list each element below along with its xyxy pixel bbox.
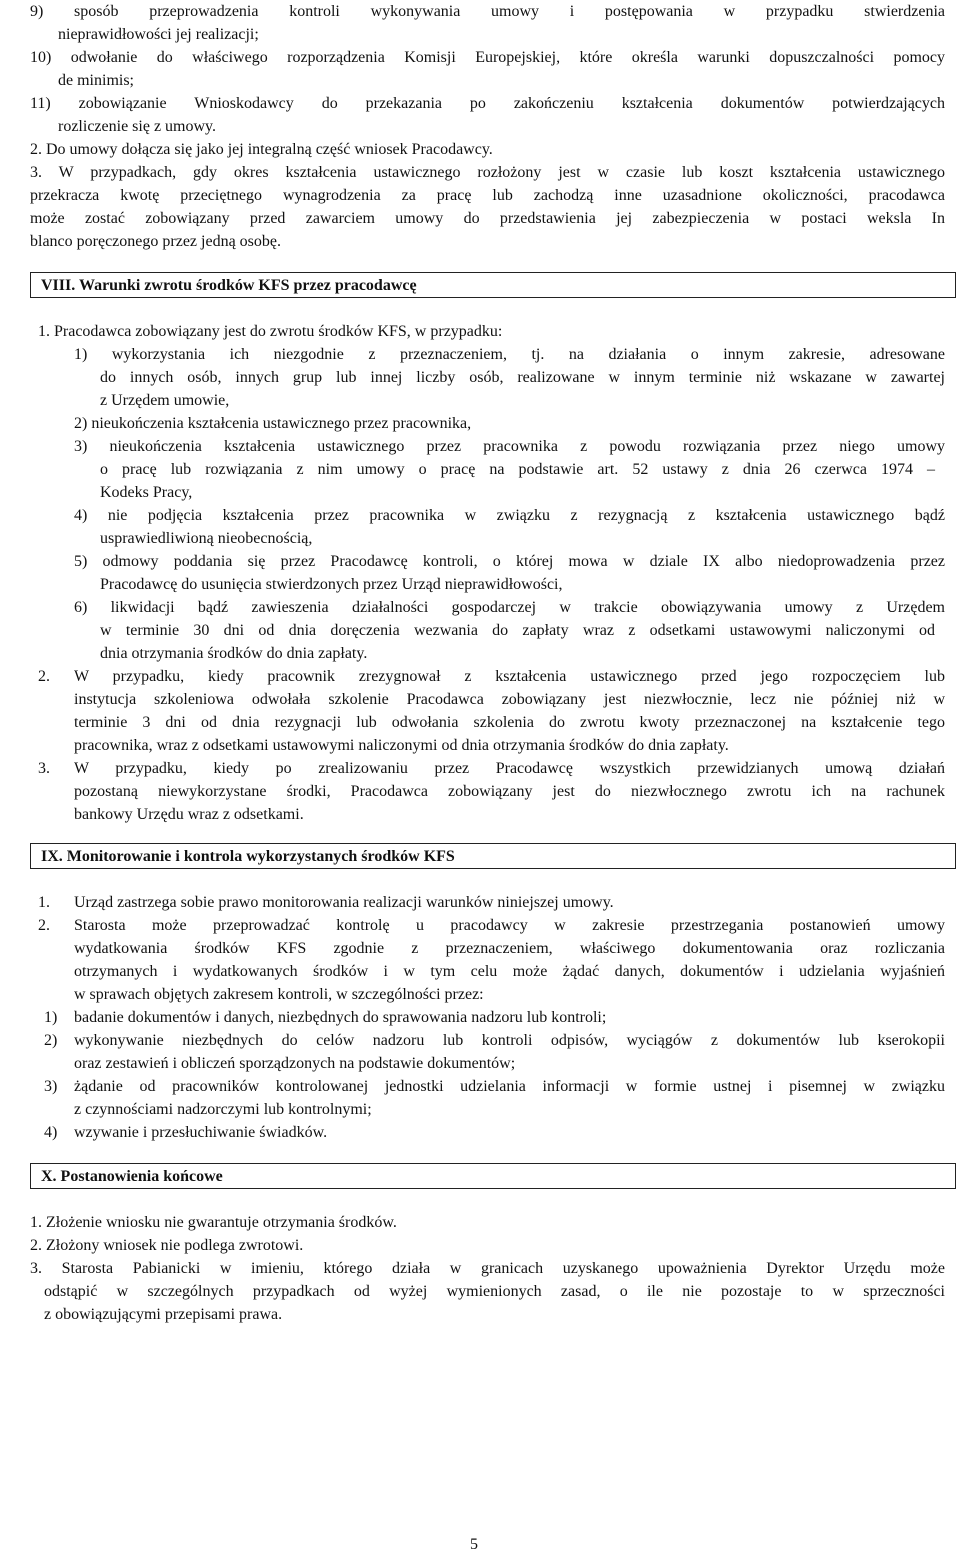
paragraph-3-line-1: 3. W przypadkach, gdy okres kształcenia ustawicznego rozłożony jest w czasie lub koszt kształcenia ustawicznego <box>30 164 945 181</box>
s8-paragraph-3-line-1: W przypadku, kiedy po zrealizowaniu przez Pracodawcę wszystkich przewidzianych umową działań <box>74 760 945 777</box>
s8-item-1-line-1: 1) wykorzystania ich niezgodnie z przeznaczeniem, tj. na działania o innym zakresie, adresowane <box>74 346 945 363</box>
s8-item-6-line-1: 6) likwidacji bądź zawieszenia działalności gospodarczej w trakcie obowiązywania umowy z Urzędem <box>74 599 945 616</box>
s10-paragraph-3-line-2: odstąpić w szczególnych przypadkach od wyżej wymienionych zasad, o ile nie pozostaje to w sprzeczności <box>44 1283 945 1300</box>
s8-paragraph-1: 1. Pracodawca zobowiązany jest do zwrotu środków KFS, w przypadku: <box>38 323 503 340</box>
s10-paragraph-1: 1. Złożenie wniosku nie gwarantuje otrzymania środków. <box>30 1214 397 1231</box>
s8-paragraph-3-number: 3. <box>38 760 50 777</box>
paragraph-3-line-3: może zostać zobowiązany przed zawarciem umowy do przedstawienia jej zabezpieczenia w postaci weksla In <box>30 210 945 227</box>
s8-paragraph-2-line-1: W przypadku, kiedy pracownik zrezygnował z kształcenia ustawicznego przed jego rozpoczęciem lub <box>74 668 945 685</box>
s8-item-6-line-2: w terminie 30 dni od dnia doręczenia wezwania do zapłaty wraz z odsetkami ustawowymi naliczonymi od <box>100 622 935 639</box>
list-item-9-line-1: 9) sposób przeprowadzenia kontroli wykonywania umowy i postępowania w przypadku stwierdzenia <box>30 3 945 20</box>
s8-paragraph-2-line-4: pracownika, wraz z odsetkami ustawowymi naliczonymi od dnia otrzymania środków do dnia zapłaty. <box>74 737 729 754</box>
paragraph-2: 2. Do umowy dołącza się jako jej integralną część wniosek Pracodawcy. <box>30 141 493 158</box>
s8-item-4-line-2: usprawiedliwioną nieobecnością, <box>100 530 313 547</box>
list-item-10-line-1: 10) odwołanie do właściwego rozporządzenia Komisji Europejskiej, które określa warunki dopuszczalności pomocy <box>30 49 945 66</box>
s8-paragraph-2-line-3: terminie 3 dni od dnia rezygnacji lub odwołania szkolenia do zwrotu kwoty przeznaczonej na kształcenie tego <box>74 714 945 731</box>
s9-item-3-number: 3) <box>44 1078 58 1095</box>
list-item-9-line-2: nieprawidłowości jej realizacji; <box>58 26 259 43</box>
section-heading-box <box>30 843 956 869</box>
list-item-11-line-2: rozliczenie się z umowy. <box>58 118 217 135</box>
section-10-heading: X. Postanowienia końcowe <box>41 1168 223 1185</box>
s8-item-3-line-2: o pracę lub rozwiązania z nim umowy o pracę na podstawie art. 52 ustawy z dnia 26 czerwca 1974 – <box>100 461 935 478</box>
section-heading-box <box>30 272 956 298</box>
s9-paragraph-2-line-3: otrzymanych i wydatkowanych środków i w tym celu może żądać danych, dokumentów i udzielania wyjaśnień <box>74 963 945 980</box>
s9-item-1: badanie dokumentów i danych, niezbędnych do sprawowania nadzoru lub kontroli; <box>74 1009 607 1026</box>
s9-item-1-number: 1) <box>44 1009 58 1026</box>
section-8-heading: VIII. Warunki zwrotu środków KFS przez pracodawcę <box>41 277 417 294</box>
paragraph-3-line-2: przekracza kwotę przeciętnego wynagrodzenia za pracę lub zachodzą inne uzasadnione okoliczności, pracodawca <box>30 187 945 204</box>
s10-paragraph-3-line-3: z obowiązującymi przepisami prawa. <box>44 1306 283 1323</box>
s8-item-1-line-2: do innych osób, innych grup lub innej liczby osób, realizowane w innym terminie niż wskazane w zawartej <box>100 369 945 386</box>
s9-item-4: wzywanie i przesłuchiwanie świadków. <box>74 1124 328 1141</box>
list-item-10-line-2: de minimis; <box>58 72 134 89</box>
s9-paragraph-2-line-2: wydatkowania środków KFS zgodnie z przeznaczeniem, właściwego dokumentowania oraz rozliczania <box>74 940 945 957</box>
s9-item-4-number: 4) <box>44 1124 58 1141</box>
s8-item-2: 2) nieukończenia kształcenia ustawicznego przez pracownika, <box>74 415 472 432</box>
s8-item-4-line-1: 4) nie podjęcia kształcenia przez pracownika w związku z rezygnacją z kształcenia ustawicznego bądź <box>74 507 945 524</box>
section-heading-box <box>30 1163 956 1189</box>
s8-item-1-line-3: z Urzędem umowie, <box>100 392 230 409</box>
paragraph-3-line-4: blanco poręczonego przez jedną osobę. <box>30 233 281 250</box>
s9-item-2-number: 2) <box>44 1032 58 1049</box>
s8-paragraph-3-line-2: pozostaną niewykorzystane środki, Pracodawca zobowiązany jest do niezwłocznego zwrotu ich na rachunek <box>74 783 945 800</box>
s8-paragraph-3-line-3: bankowy Urzędu wraz z odsetkami. <box>74 806 304 823</box>
page-number: 5 <box>470 1536 478 1553</box>
s9-item-3-line-2: z czynnościami nadzorczymi lub kontrolnymi; <box>74 1101 372 1118</box>
s8-paragraph-2-line-2: instytucja szkoleniowa odwołała szkolenie Pracodawca zobowiązany jest niezwłocznie, lecz nie później niż w <box>74 691 945 708</box>
s9-paragraph-2-line-1: Starosta może przeprowadzać kontrolę u pracodawcy w zakresie przestrzegania postanowień umowy <box>74 917 945 934</box>
s9-item-2-line-1: wykonywanie niezbędnych do celów nadzoru lub kontroli odpisów, wyciągów z dokumentów lub kserokopii <box>74 1032 945 1049</box>
s9-item-3-line-1: żądanie od pracowników kontrolowanej jednostki udzielania informacji w formie ustnej i pisemnej w związku <box>74 1078 945 1095</box>
s8-item-3-line-1: 3) nieukończenia kształcenia ustawicznego przez pracownika z powodu rozwiązania przez niego umowy <box>74 438 945 455</box>
s8-item-5-line-1: 5) odmowy poddania się przez Pracodawcę kontroli, o której mowa w dziale IX albo niedoprowadzenia przez <box>74 553 945 570</box>
s8-item-6-line-3: dnia otrzymania środków do dnia zapłaty. <box>100 645 368 662</box>
s9-paragraph-1-number: 1. <box>38 894 50 911</box>
s9-paragraph-1: Urząd zastrzega sobie prawo monitorowania realizacji warunków niniejszej umowy. <box>74 894 614 911</box>
section-9-heading: IX. Monitorowanie i kontrola wykorzystanych środków KFS <box>41 848 455 865</box>
s8-item-5-line-2: Pracodawcę do usunięcia stwierdzonych przez Urząd nieprawidłowości, <box>100 576 563 593</box>
s8-paragraph-2-number: 2. <box>38 668 50 685</box>
s9-paragraph-2-line-4: w sprawach objętych zakresem kontroli, w szczególności przez: <box>74 986 484 1003</box>
list-item-11-line-1: 11) zobowiązanie Wnioskodawcy do przekazania po zakończeniu kształcenia dokumentów potwierdzających <box>30 95 945 112</box>
s9-paragraph-2-number: 2. <box>38 917 50 934</box>
s10-paragraph-3-line-1: 3. Starosta Pabianicki w imieniu, którego działa w granicach uzyskanego upoważnienia Dyrektor Urzędu może <box>30 1260 945 1277</box>
s10-paragraph-2: 2. Złożony wniosek nie podlega zwrotowi. <box>30 1237 304 1254</box>
s9-item-2-line-2: oraz zestawień i obliczeń sporządzonych na podstawie dokumentów; <box>74 1055 516 1072</box>
s8-item-3-line-3: Kodeks Pracy, <box>100 484 193 501</box>
